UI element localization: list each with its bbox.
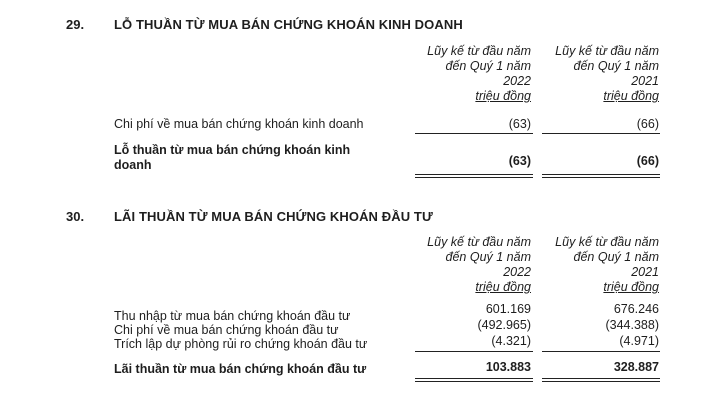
header-line: 2022 [503,74,531,88]
row-value-2022: (63) [508,117,531,131]
subtotal-rule [542,351,660,352]
section-29-number: 29. [66,17,85,32]
row-label: Chi phí về mua bán chứng khoán kinh doanh [114,117,364,131]
total-label-line: doanh [114,158,152,172]
subtotal-rule [415,133,533,134]
section-30-col-2021-header [530,235,659,295]
section-29-col-2021-header [530,44,659,104]
header-line: Lũy kế từ đầu năm [555,44,659,58]
subtotal-rule [542,133,660,134]
total-double-rule [415,174,533,178]
header-line: Lũy kế từ đầu năm [427,235,531,249]
header-unit: triệu đồng [475,89,531,103]
header-line: 2021 [631,74,659,88]
row-value-2022: (492.965) [477,318,531,332]
total-label-line: Lỗ thuần từ mua bán chứng khoán kinh [114,143,351,157]
total-value-2021: (66) [636,154,659,168]
header-line: đến Quý 1 năm [573,59,659,73]
header-line: đến Quý 1 năm [445,59,531,73]
header-line: 2022 [503,265,531,279]
header-line: đến Quý 1 năm [573,250,659,264]
total-value-2021: 328.887 [613,360,659,374]
subtotal-rule [415,351,533,352]
row-value-2021: (66) [636,117,659,131]
total-label [114,143,350,173]
header-line: Lũy kế từ đầu năm [555,235,659,249]
total-value-2022: 103.883 [485,360,531,374]
header-unit: triệu đồng [475,280,531,294]
header-line: Lũy kế từ đầu năm [427,44,531,58]
section-30-number: 30. [66,209,85,224]
row-label: Trích lập dự phòng rủi ro chứng khoán đầu tư [114,337,368,351]
section-30-col-2022-header [400,235,531,295]
total-double-rule [542,378,660,382]
section-29-title: LỖ THUẦN TỪ MUA BÁN CHỨNG KHOÁN KINH DOANH [114,17,463,32]
header-unit: triệu đồng [603,280,659,294]
row-value-2021: 676.246 [613,302,659,316]
header-unit: triệu đồng [603,89,659,103]
total-double-rule [542,174,660,178]
total-double-rule [415,378,533,382]
header-line: đến Quý 1 năm [445,250,531,264]
header-line: 2021 [631,265,659,279]
row-label: Thu nhập từ mua bán chứng khoán đầu tư [114,309,351,323]
total-label: Lãi thuần từ mua bán chứng khoán đầu tư [114,362,367,376]
section-29-col-2022-header [400,44,531,104]
row-value-2021: (344.388) [605,318,659,332]
row-value-2022: (4.321) [491,334,531,348]
row-label: Chi phí về mua bán chứng khoán đầu tư [114,323,339,337]
section-30-title: LÃI THUẦN TỪ MUA BÁN CHỨNG KHOÁN ĐẦU TƯ [114,209,433,224]
row-value-2022: 601.169 [485,302,531,316]
total-value-2022: (63) [508,154,531,168]
row-value-2021: (4.971) [619,334,659,348]
